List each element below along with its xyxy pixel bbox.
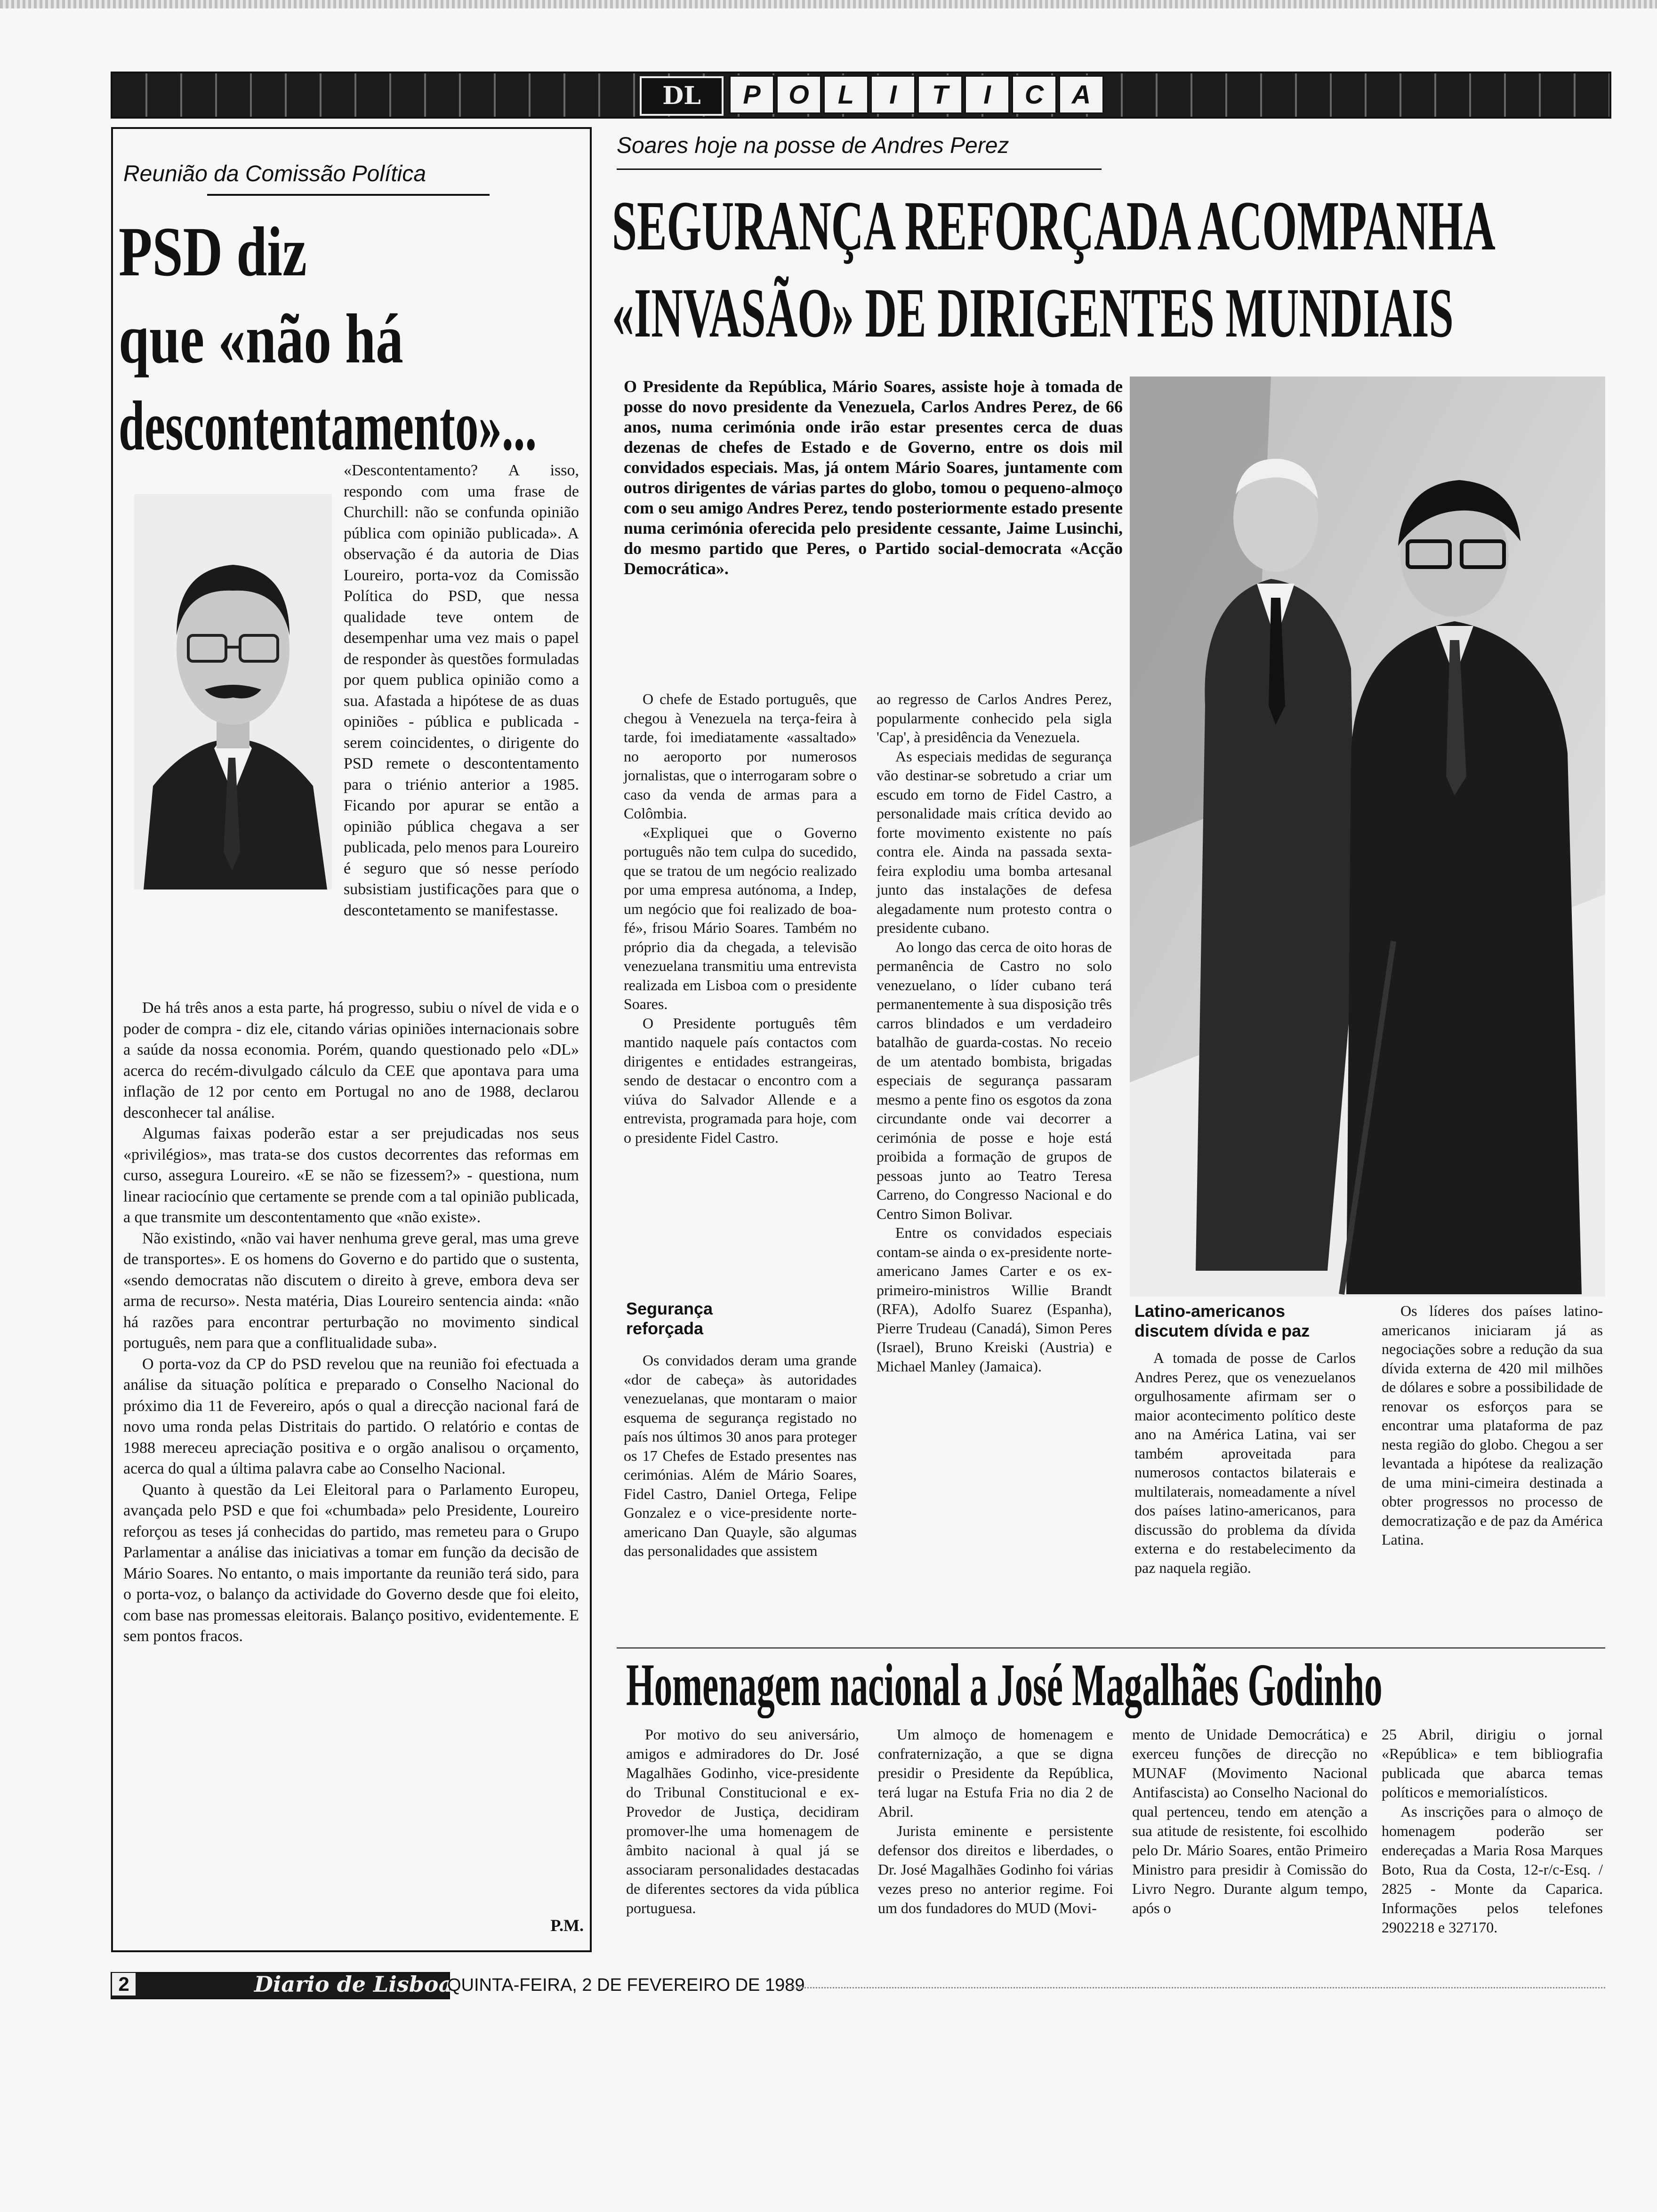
left-signature: P.M. bbox=[550, 1916, 584, 1935]
main-col1b-p1: Os convidados deram uma grande «dor de cabeça» às autoridades venezuelanas, que montaram o maior esquema de segurança registado no país nos últimos 30 anos para proteger os 17 Chefes de Estado presentes nas cerimónias. Além de Mário Soares, Fidel Castro, Daniel Ortega, Felipe Gonzalez e o vice-presidente norte-americano Dan Quayle, são algumas das personalidades que assistem bbox=[624, 1352, 857, 1559]
footer-brand: Diario de Lisboa bbox=[254, 1972, 453, 1997]
left-headline-1: PSD diz bbox=[119, 213, 307, 291]
bottom-headline: Homenagem nacional a José Magalhães Godinho bbox=[626, 1651, 1383, 1718]
page-number: 2 bbox=[112, 1973, 136, 1996]
left-body bbox=[123, 998, 579, 1647]
bottom-col-1 bbox=[626, 1725, 859, 1918]
main-headline-2: «INVASÃO» DE DIRIGENTES MUNDIAIS bbox=[612, 274, 1454, 352]
section-letter: I bbox=[965, 75, 1010, 114]
main-col-3 bbox=[1134, 1348, 1356, 1577]
footer-date: QUINTA-FEIRA, 2 DE FEVEREIRO DE 1989 bbox=[447, 1975, 805, 1995]
footer-dotted-rule bbox=[791, 1987, 1605, 1988]
subhead-seguranca-1: Segurança bbox=[626, 1299, 713, 1318]
main-col1-p1: O chefe de Estado português, que chegou à Venezuela na terça-feira à tarde, foi imediatamente «assaltado» no aeroporto por numerosos jornalistas, que o interrogaram sobre o caso da venda de armas para a Colômbia. bbox=[624, 690, 857, 822]
scan-edge bbox=[0, 0, 1657, 8]
section-letter: O bbox=[776, 75, 821, 114]
main-col2-p4: Entre os convidados especiais contam-se ainda o ex-presidente norte-americano James Carter e os ex-primeiro-ministros Willie Brandt (RFA), Adolfo Suarez (Espanha), Pierre Trudeau (Canadá), Simon Peres (Israel), Bruno Kreiski (Austria) e Michael Manley (Jamaica). bbox=[877, 1224, 1112, 1375]
newspaper-logo: DL bbox=[640, 76, 724, 116]
main-col2-p2: As especiais medidas de segurança vão destinar-se sobretudo a criar um escudo em torno de Fidel Castro, a personalidade mais crítica devido ao forte movimento existente no país contra ele. Ainda na passada sexta-feira explodiu uma bomba artesanal junto das instalações de defesa alegadamente num protesto contra o presidente cubano. bbox=[877, 747, 1112, 936]
left-text-1: «Descontentamento? A isso, respondo com uma frase de Churchill: não se confunda opinião pública com opinião publicada». A observação é da autoria de Dias Loureiro, porta-voz da Comissão Política do PSD, que nessa qualidade teve ontem de desempenhar uma vez mais o papel de responder às questões formuladas por quem publica opinião como a sua. Afastada a hipótese de as duas opiniões - pública e publicada - serem coincidentes, o dirigente do PSD remete o descontentamento para o triénio anterior a 1985. Ficando por apurar se então a opinião pública chegava a ser publicada, pelo menos para Loureiro é seguro que só nesse período subsistiam justificações para que o descontetamento se manifestasse. bbox=[344, 462, 579, 919]
subhead-seguranca-2: reforçada bbox=[626, 1319, 704, 1338]
main-col-1b bbox=[624, 1351, 857, 1561]
main-col-1 bbox=[624, 689, 857, 1147]
section-letter: T bbox=[917, 75, 963, 114]
left-text-2: De há três anos a esta parte, há progresso, subiu o nível de vida e o poder de compra - diz ele, citando várias opiniões internacionais sobre a saúde da nossa economia. Porém, quando questionado pelo «DL» acerca do recém-divulgado cálculo da CEE que apontava para uma inflação de 12 por cento em Portugal no ano de 1988, declarou desconhecer tal análise. bbox=[123, 999, 579, 1122]
bottom-col3-p1: mento de Unidade Democrática) e exerceu funções de direcção no MUNAF (Movimento Nacional Antifascista) ao Conselho Nacional do qual pertenceu, tendo em atenção a sua atitude de resistente, foi escolhido pelo Dr. Mário Soares, então Primeiro Ministro para presidir à Comissão do Livro Negro. Durante algum tempo, após o bbox=[1132, 1726, 1367, 1916]
section-banner bbox=[111, 72, 1611, 119]
kicker-rule bbox=[207, 194, 490, 196]
main-col-4 bbox=[1382, 1301, 1603, 1549]
main-kicker: Soares hoje na posse de Andres Perez bbox=[617, 133, 1009, 158]
main-col3-p1: A tomada de posse de Carlos Andres Perez, que os venezuelanos orgulhosamente afirmam ser o maior acontecimento político deste ano na América Latina, vai ser também aproveitada para numerosos contactos bilaterais e multilaterais, nomeadamente a nível dos países latino-americanos, para discussão do problema da dívida externa e do restabelecimento da paz naquela região. bbox=[1134, 1349, 1356, 1576]
main-kicker-rule bbox=[617, 168, 1102, 170]
main-col4-p1: Os líderes dos países latino-americanos iniciaram já as negociações sobre a redução da sua dívida externa de 420 mil milhões de dólares e sobre a possibilidade de renovar os esforços para se encontrar uma plataforma de paz nesta região do globo. Chegou a ser levantada a hipótese da realização de uma mini-cimeira destinada a obter progressos no processo de democratização e de paz da América Latina. bbox=[1382, 1302, 1603, 1548]
bottom-col2-p1: Um almoço de homenagem e confraternização, a que se digna presidir o Presidente da República, terá lugar na Estufa Fria no dia 2 de Abril. bbox=[878, 1726, 1113, 1820]
bottom-col1-p1: Por motivo do seu aniversário, amigos e admiradores do Dr. José Magalhães Godinho, vice-presidente do Tribunal Constitucional e ex-Provedor de Justiça, decidiram promover-lhe uma homenagem de âmbito nacional à qual já se associaram personalidades destacadas de diferentes sectores da vida pública portuguesa. bbox=[626, 1726, 859, 1916]
main-col2-p3: Ao longo das cerca de oito horas de permanência de Castro no solo venezuelano, o líder cubano terá permanentemente à sua disposição três carros blindados e um verdadeiro batalhão de guarda-costas. No receio de um atentado bombista, brigadas especiais de segurança passaram mesmo a pente fino os esgotos da zona circundante onde vai decorrer a cerimónia de posse e hoje está proibida a formação de grupos de pessoas junto ao Teatro Teresa Carreno, do Congresso Nacional e do Centro Simon Bolivar. bbox=[877, 938, 1112, 1222]
leaders-photo bbox=[1130, 377, 1605, 1297]
section-letter: P bbox=[729, 75, 774, 114]
left-paragraph-1 bbox=[123, 460, 579, 921]
left-kicker: Reunião da Comissão Política bbox=[123, 161, 426, 186]
bottom-col-2 bbox=[878, 1725, 1113, 1918]
section-title bbox=[729, 75, 1106, 112]
bottom-col4-p2: As inscrições para o almoço de homenagem poderão ser endereçadas a Maria Rosa Marques Boto, Rua da Costa, 12-r/c-Esq. / 2825 - Monte da Caparica. Informações pelos telefones 2902218 e 327170. bbox=[1382, 1803, 1603, 1936]
section-letter: I bbox=[870, 75, 916, 114]
left-text-3: Algumas faixas poderão estar a ser prejudicadas nos seus «privilégios», mas trata-se dos custos decorrentes das reformas em curso, assegura Loureiro. «E se não se fizessem?» - questiona, num linear raciocínio que certamente se prende com a tal opinião publicada, a que transmite um descontentamento que «não existe». bbox=[123, 1125, 579, 1226]
left-text-5: O porta-voz da CP do PSD revelou que na reunião foi efectuada a análise da situação política e preparado o Conselho Nacional do próximo dia 11 de Fevereiro, após o qual a direcção nacional fará de novo uma ronda pelas Distritais do partido. O relatório e contas de 1988 mereceu apreciação positiva e o orgão analisou o orçamento, acerca do qual a última palavra cabe ao Conselho Nacional. bbox=[123, 1355, 579, 1477]
bottom-col2-p2: Jurista eminente e persistente defensor dos direitos e liberdades, o Dr. José Magalhães Godinho foi várias vezes preso no anterior regime. Foi um dos fundadores do MUD (Movi- bbox=[878, 1822, 1113, 1916]
main-col2-p1: ao regresso de Carlos Andres Perez, popularmente conhecido pela sigla 'Cap', à presidência da Venezuela. bbox=[877, 690, 1112, 745]
subhead-latino-2: discutem dívida e paz bbox=[1134, 1321, 1310, 1340]
left-text-4: Não existindo, «não vai haver nenhuma greve geral, mas uma greve de transportes». E os homens do Governo e do partido que o sustenta, «sendo democratas não discutem o direito à greve, embora deva ser arma de recurso». Nesta matéria, Dias Loureiro sentencia ainda: «não há razões para encontrar perturbação no movimento sindical português, nem para que a conflitualidade suba». bbox=[123, 1229, 579, 1352]
bottom-col4-p1: 25 Abril, dirigiu o jornal «República» e tem bibliografia publicada que abarca temas políticos e memorialísticos. bbox=[1382, 1726, 1603, 1801]
section-letter: C bbox=[1012, 75, 1057, 114]
left-headline-3: descontentamento»... bbox=[119, 387, 537, 465]
section-letter: A bbox=[1059, 75, 1104, 114]
subhead-seguranca bbox=[626, 1299, 713, 1338]
bottom-col-4 bbox=[1382, 1725, 1603, 1937]
left-headline-2: que «não há bbox=[119, 300, 403, 378]
subhead-latino-1: Latino-americanos bbox=[1134, 1301, 1286, 1321]
main-col-2 bbox=[877, 689, 1112, 1376]
bottom-col-3 bbox=[1132, 1725, 1367, 1918]
subhead-latino bbox=[1134, 1301, 1310, 1341]
main-lede: O Presidente da República, Mário Soares, assiste hoje à tomada de posse do novo presidente da Venezuela, Carlos Andres Perez, de 66 anos, numa cerimónia onde irão estar presentes cerca de duas dezenas de chefes de Estado e de Governo, entre os dois mil convidados especiais. Mas, já ontem Mário Soares, juntamente com outros dirigentes de várias partes do globo, tomou o pequeno-almoço com o seu amigo Andres Perez, tendo posteriormente estado presente numa cerimónia oferecida pelo presidente cessante, Jaime Lusinchi, do mesmo partido que Peres, o Partido social-democrata «Acção Democrática». bbox=[624, 377, 1123, 578]
left-text-6: Quanto à questão da Lei Eleitoral para o Parlamento Europeu, avançada pelo PSD e que foi «chumbada» pelo Presidente, Loureiro reforçou as teses já conhecidas do partido, mas remeteu para o Grupo Parlamentar a análise das iniciativas a tomar em função da decisão de Mário Soares. No entanto, o mais importante da reunião terá sido, para o porta-voz, o balanço da actividade do Governo desde que foi eleito, com base nas promessas eleitorais. Balanço positivo, evidentemente. E sem pontos fracos. bbox=[123, 1481, 579, 1645]
section-letter: L bbox=[823, 75, 869, 114]
main-headline-1: SEGURANÇA REFORÇADA ACOMPANHA bbox=[612, 187, 1496, 265]
main-col1-p2: «Expliquei que o Governo português não tem culpa do sucedido, que se tratou de um negócio realizado por uma empresa autónoma, a Indep, um negócio que foi realizado de boa-fé», frisou Mário Soares. Também no próprio dia da chegada, a televisão venezuelana transmitiu uma entrevista realizada em Lisboa com o presidente Soares. bbox=[624, 824, 857, 1012]
main-col1-p3: O Presidente português têm mantido naquele país contactos com dirigentes e entidades estrangeiras, sendo de destacar o encontro com a viúva do Salvador Allende e a entrevista, programada para hoje, com o presidente Fidel Castro. bbox=[624, 1014, 857, 1146]
bottom-top-rule bbox=[617, 1647, 1605, 1649]
